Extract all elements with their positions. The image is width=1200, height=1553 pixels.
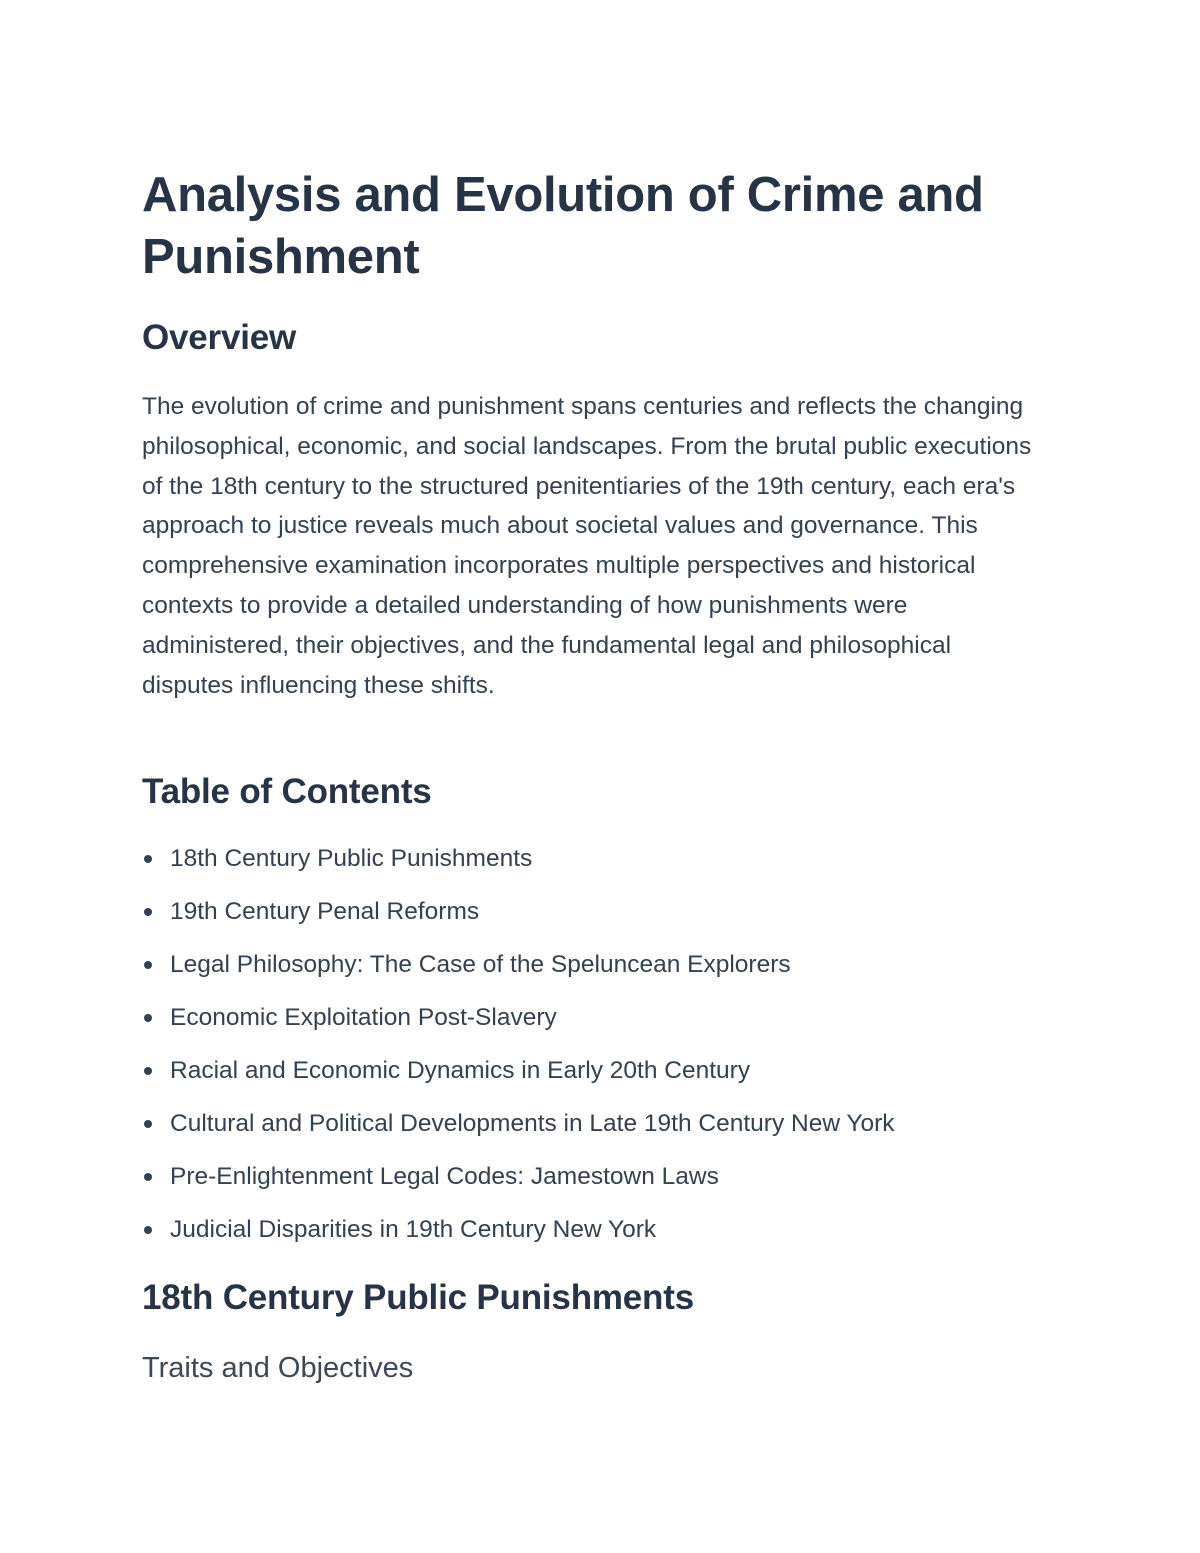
toc-item-label: Pre-Enlightenment Legal Codes: Jamestown Laws (170, 1163, 719, 1190)
table-of-contents-heading: Table of Contents (142, 772, 432, 811)
toc-item-label: 18th Century Public Punishments (170, 845, 533, 872)
overview-paragraph: The evolution of crime and punishment spans centuries and reflects the changing philosophical, economic, and social landscapes. From the brutal public executions of the 18th century to the structured penitentiaries of the 19th century, each era's approach to justice reveals much about societal values and governance. This comprehensive examination incorporates multiple perspectives and historical contexts to provide a detailed understanding of how punishments were administered, their objectives, and the fundamental legal and philosophical disputes influencing these shifts. (142, 393, 1032, 699)
toc-item (142, 891, 895, 944)
bullet-icon (144, 855, 152, 863)
bullet-icon (144, 908, 152, 916)
table-of-contents-list (142, 838, 895, 1262)
bullet-icon (144, 1067, 152, 1075)
document-title: Analysis and Evolution of Crime and Punishment (142, 168, 984, 284)
toc-item-label: 19th Century Penal Reforms (170, 898, 480, 925)
section-subheading: Traits and Objectives (142, 1352, 414, 1384)
toc-item (142, 1103, 895, 1156)
toc-item (142, 997, 895, 1050)
toc-item-label: Judicial Disparities in 19th Century New York (170, 1216, 657, 1243)
toc-item-label: Racial and Economic Dynamics in Early 20th Century (170, 1057, 751, 1084)
toc-item-label: Cultural and Political Developments in Late 19th Century New York (170, 1110, 895, 1137)
section-heading: 18th Century Public Punishments (142, 1278, 694, 1317)
bullet-icon (144, 1120, 152, 1128)
bullet-icon (144, 1226, 152, 1234)
toc-item-label: Economic Exploitation Post-Slavery (170, 1004, 557, 1031)
toc-item (142, 944, 895, 997)
toc-item (142, 1050, 895, 1103)
toc-item (142, 1209, 895, 1262)
toc-item-label: Legal Philosophy: The Case of the Speluncean Explorers (170, 951, 791, 978)
bullet-icon (144, 1014, 152, 1022)
toc-item (142, 838, 895, 891)
toc-item (142, 1156, 895, 1209)
bullet-icon (144, 1173, 152, 1181)
overview-heading: Overview (142, 318, 297, 357)
bullet-icon (144, 961, 152, 969)
